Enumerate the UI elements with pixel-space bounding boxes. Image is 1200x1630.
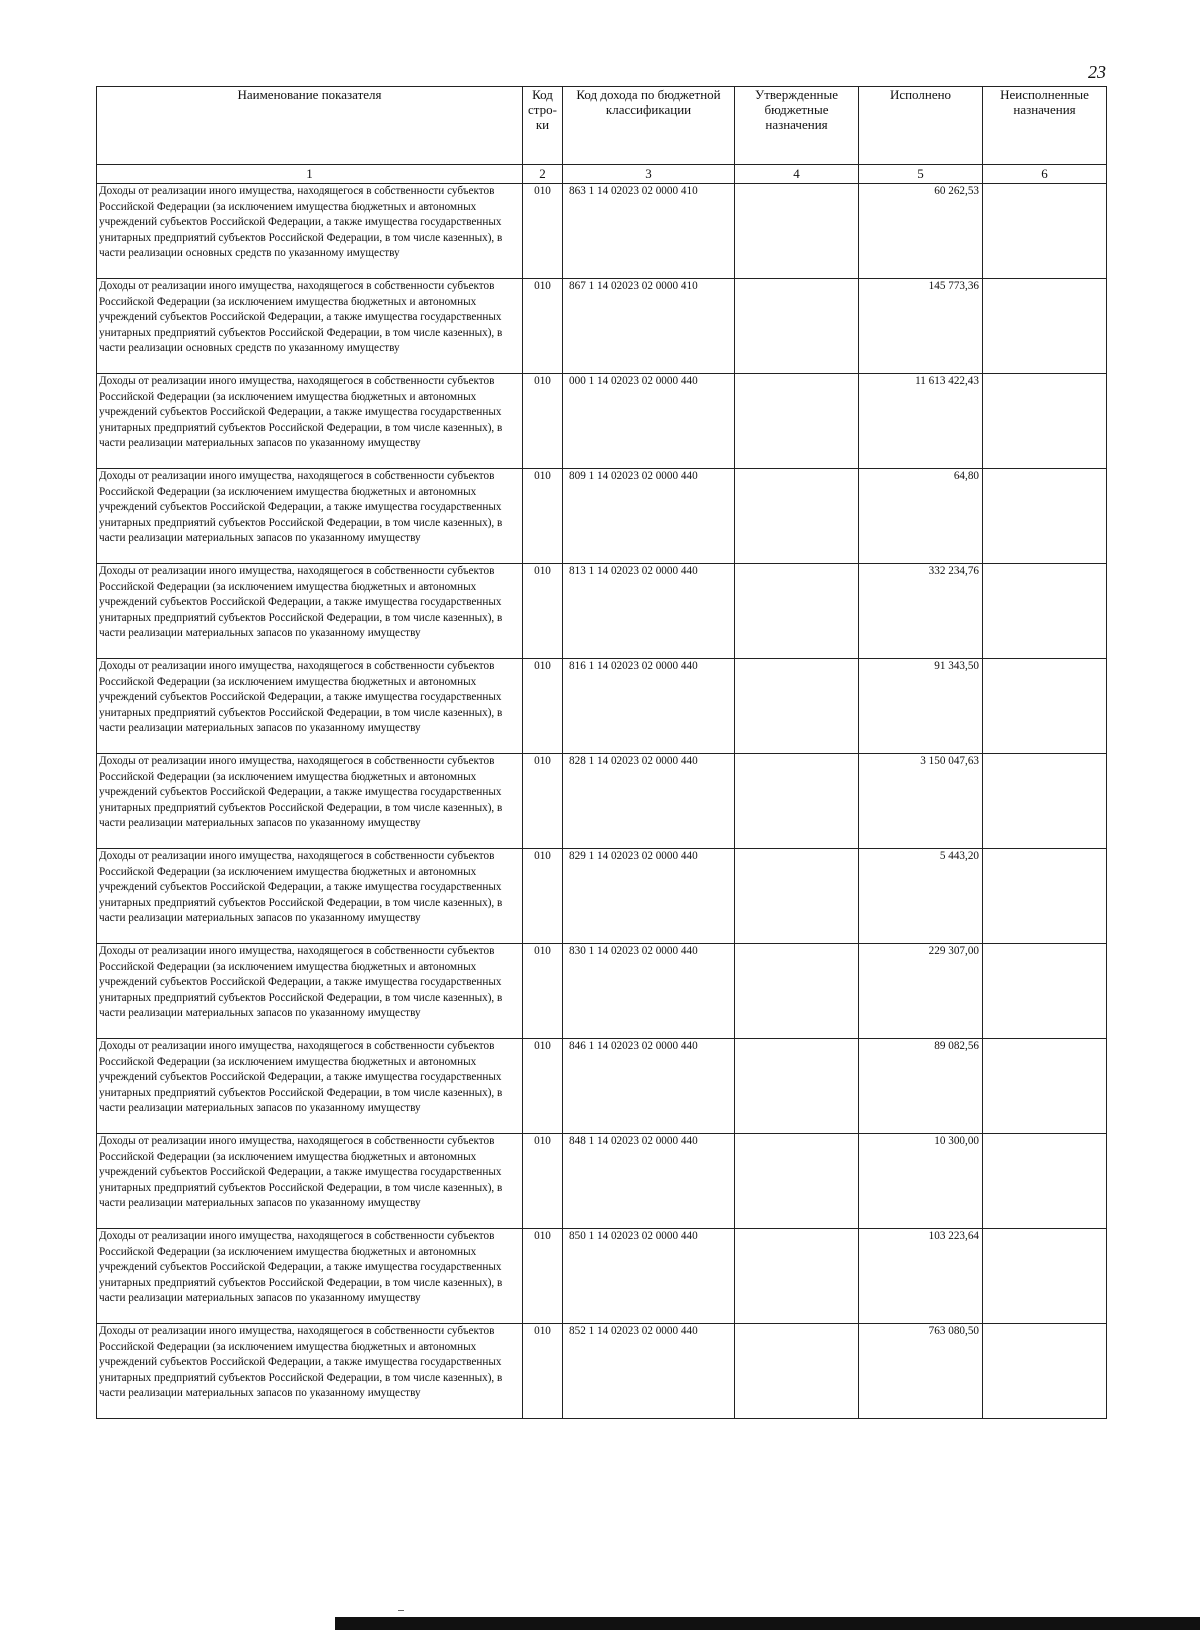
row-unexecuted [983, 374, 1107, 469]
row-kbk: 830 1 14 02023 02 0000 440 [563, 944, 735, 1039]
row-approved [735, 754, 859, 849]
table-row [97, 1134, 1107, 1229]
row-approved [735, 374, 859, 469]
row-kbk: 813 1 14 02023 02 0000 440 [563, 564, 735, 659]
row-code: 010 [523, 564, 563, 659]
row-code: 010 [523, 1134, 563, 1229]
row-approved [735, 849, 859, 944]
row-name: Доходы от реализации иного имущества, находящегося в собственности субъектов Российской Федерации (за исключением имущества бюджетных и автономных учреждений субъектов Российской Федерации, а также имущества государственных унитарных предприятий субъектов Российской Федерации, в том числе казенных), в части реализации материальных запасов по указанному имуществу [97, 469, 523, 564]
table-row [97, 1324, 1107, 1419]
row-kbk: 852 1 14 02023 02 0000 440 [563, 1324, 735, 1419]
table-row [97, 564, 1107, 659]
row-name: Доходы от реализации иного имущества, находящегося в собственности субъектов Российской Федерации (за исключением имущества бюджетных и автономных учреждений субъектов Российской Федерации, а также имущества государственных унитарных предприятий субъектов Российской Федерации, в том числе казенных), в части реализации материальных запасов по указанному имуществу [97, 849, 523, 944]
row-name: Доходы от реализации иного имущества, находящегося в собственности субъектов Российской Федерации (за исключением имущества бюджетных и автономных учреждений субъектов Российской Федерации, а также имущества государственных унитарных предприятий субъектов Российской Федерации, в том числе казенных), в части реализации основных средств по указанному имуществу [97, 279, 523, 374]
row-name: Доходы от реализации иного имущества, находящегося в собственности субъектов Российской Федерации (за исключением имущества бюджетных и автономных учреждений субъектов Российской Федерации, а также имущества государственных унитарных предприятий субъектов Российской Федерации, в том числе казенных), в части реализации материальных запасов по указанному имуществу [97, 1039, 523, 1134]
row-code: 010 [523, 469, 563, 564]
row-unexecuted [983, 1324, 1107, 1419]
table-row [97, 1229, 1107, 1324]
row-approved [735, 184, 859, 279]
row-unexecuted [983, 279, 1107, 374]
row-approved [735, 469, 859, 564]
row-name: Доходы от реализации иного имущества, находящегося в собственности субъектов Российской Федерации (за исключением имущества бюджетных и автономных учреждений субъектов Российской Федерации, а также имущества государственных унитарных предприятий субъектов Российской Федерации, в том числе казенных), в части реализации материальных запасов по указанному имуществу [97, 1324, 523, 1419]
row-unexecuted [983, 1229, 1107, 1324]
column-number: 2 [523, 165, 563, 184]
row-unexecuted [983, 849, 1107, 944]
row-code: 010 [523, 659, 563, 754]
header-approved: Утвержденные бюджетные назначения [735, 87, 859, 165]
row-executed: 60 262,53 [859, 184, 983, 279]
row-name: Доходы от реализации иного имущества, находящегося в собственности субъектов Российской Федерации (за исключением имущества бюджетных и автономных учреждений субъектов Российской Федерации, а также имущества государственных унитарных предприятий субъектов Российской Федерации, в том числе казенных), в части реализации материальных запасов по указанному имуществу [97, 659, 523, 754]
row-kbk: 846 1 14 02023 02 0000 440 [563, 1039, 735, 1134]
row-executed: 103 223,64 [859, 1229, 983, 1324]
row-approved [735, 1134, 859, 1229]
row-kbk: 816 1 14 02023 02 0000 440 [563, 659, 735, 754]
column-number: 1 [97, 165, 523, 184]
row-code: 010 [523, 374, 563, 469]
row-kbk: 863 1 14 02023 02 0000 410 [563, 184, 735, 279]
row-executed: 64,80 [859, 469, 983, 564]
row-code: 010 [523, 1324, 563, 1419]
header-name: Наименование показателя [97, 87, 523, 165]
row-kbk: 867 1 14 02023 02 0000 410 [563, 279, 735, 374]
row-name: Доходы от реализации иного имущества, находящегося в собственности субъектов Российской Федерации (за исключением имущества бюджетных и автономных учреждений субъектов Российской Федерации, а также имущества государственных унитарных предприятий субъектов Российской Федерации, в том числе казенных), в части реализации материальных запасов по указанному имуществу [97, 1134, 523, 1229]
header-kbk: Код дохода по бюджетной классификации [563, 87, 735, 165]
row-unexecuted [983, 1039, 1107, 1134]
row-approved [735, 1324, 859, 1419]
row-code: 010 [523, 849, 563, 944]
table-row [97, 279, 1107, 374]
column-number: 4 [735, 165, 859, 184]
row-unexecuted [983, 659, 1107, 754]
row-unexecuted [983, 184, 1107, 279]
row-approved [735, 944, 859, 1039]
row-unexecuted [983, 754, 1107, 849]
row-executed: 10 300,00 [859, 1134, 983, 1229]
row-approved [735, 1039, 859, 1134]
row-executed: 332 234,76 [859, 564, 983, 659]
row-executed: 89 082,56 [859, 1039, 983, 1134]
row-approved [735, 279, 859, 374]
row-name: Доходы от реализации иного имущества, находящегося в собственности субъектов Российской Федерации (за исключением имущества бюджетных и автономных учреждений субъектов Российской Федерации, а также имущества государственных унитарных предприятий субъектов Российской Федерации, в том числе казенных), в части реализации материальных запасов по указанному имуществу [97, 944, 523, 1039]
row-code: 010 [523, 1229, 563, 1324]
header-row [97, 87, 1107, 165]
header-code: Код стро- ки [523, 87, 563, 165]
page-number: 23 [1088, 62, 1106, 82]
table-row [97, 374, 1107, 469]
row-name: Доходы от реализации иного имущества, находящегося в собственности субъектов Российской Федерации (за исключением имущества бюджетных и автономных учреждений субъектов Российской Федерации, а также имущества государственных унитарных предприятий субъектов Российской Федерации, в том числе казенных), в части реализации материальных запасов по указанному имуществу [97, 564, 523, 659]
table-row [97, 659, 1107, 754]
table-row [97, 184, 1107, 279]
scan-edge-bar [335, 1617, 1200, 1630]
row-name: Доходы от реализации иного имущества, находящегося в собственности субъектов Российской Федерации (за исключением имущества бюджетных и автономных учреждений субъектов Российской Федерации, а также имущества государственных унитарных предприятий субъектов Российской Федерации, в том числе казенных), в части реализации основных средств по указанному имуществу [97, 184, 523, 279]
row-code: 010 [523, 944, 563, 1039]
header-executed: Исполнено [859, 87, 983, 165]
row-executed: 145 773,36 [859, 279, 983, 374]
row-approved [735, 659, 859, 754]
row-name: Доходы от реализации иного имущества, находящегося в собственности субъектов Российской Федерации (за исключением имущества бюджетных и автономных учреждений субъектов Российской Федерации, а также имущества государственных унитарных предприятий субъектов Российской Федерации, в том числе казенных), в части реализации материальных запасов по указанному имуществу [97, 754, 523, 849]
row-unexecuted [983, 564, 1107, 659]
table-row [97, 754, 1107, 849]
row-kbk: 850 1 14 02023 02 0000 440 [563, 1229, 735, 1324]
row-code: 010 [523, 1039, 563, 1134]
column-number: 6 [983, 165, 1107, 184]
row-kbk: 000 1 14 02023 02 0000 440 [563, 374, 735, 469]
row-name: Доходы от реализации иного имущества, находящегося в собственности субъектов Российской Федерации (за исключением имущества бюджетных и автономных учреждений субъектов Российской Федерации, а также имущества государственных унитарных предприятий субъектов Российской Федерации, в том числе казенных), в части реализации материальных запасов по указанному имуществу [97, 1229, 523, 1324]
row-executed: 91 343,50 [859, 659, 983, 754]
row-approved [735, 1229, 859, 1324]
row-executed: 5 443,20 [859, 849, 983, 944]
report-table [96, 86, 1107, 1419]
row-executed: 11 613 422,43 [859, 374, 983, 469]
column-number-row [97, 165, 1107, 184]
row-approved [735, 564, 859, 659]
column-number: 3 [563, 165, 735, 184]
row-kbk: 828 1 14 02023 02 0000 440 [563, 754, 735, 849]
row-unexecuted [983, 1134, 1107, 1229]
row-kbk: 809 1 14 02023 02 0000 440 [563, 469, 735, 564]
row-unexecuted [983, 469, 1107, 564]
row-executed: 229 307,00 [859, 944, 983, 1039]
footer-mark [398, 1610, 404, 1611]
table-row [97, 469, 1107, 564]
header-unexecuted: Неисполненные назначения [983, 87, 1107, 165]
row-kbk: 829 1 14 02023 02 0000 440 [563, 849, 735, 944]
table-row [97, 1039, 1107, 1134]
row-code: 010 [523, 754, 563, 849]
column-number: 5 [859, 165, 983, 184]
row-executed: 763 080,50 [859, 1324, 983, 1419]
row-unexecuted [983, 944, 1107, 1039]
row-executed: 3 150 047,63 [859, 754, 983, 849]
row-kbk: 848 1 14 02023 02 0000 440 [563, 1134, 735, 1229]
table-row [97, 849, 1107, 944]
table-row [97, 944, 1107, 1039]
row-code: 010 [523, 279, 563, 374]
row-code: 010 [523, 184, 563, 279]
row-name: Доходы от реализации иного имущества, находящегося в собственности субъектов Российской Федерации (за исключением имущества бюджетных и автономных учреждений субъектов Российской Федерации, а также имущества государственных унитарных предприятий субъектов Российской Федерации, в том числе казенных), в части реализации материальных запасов по указанному имуществу [97, 374, 523, 469]
